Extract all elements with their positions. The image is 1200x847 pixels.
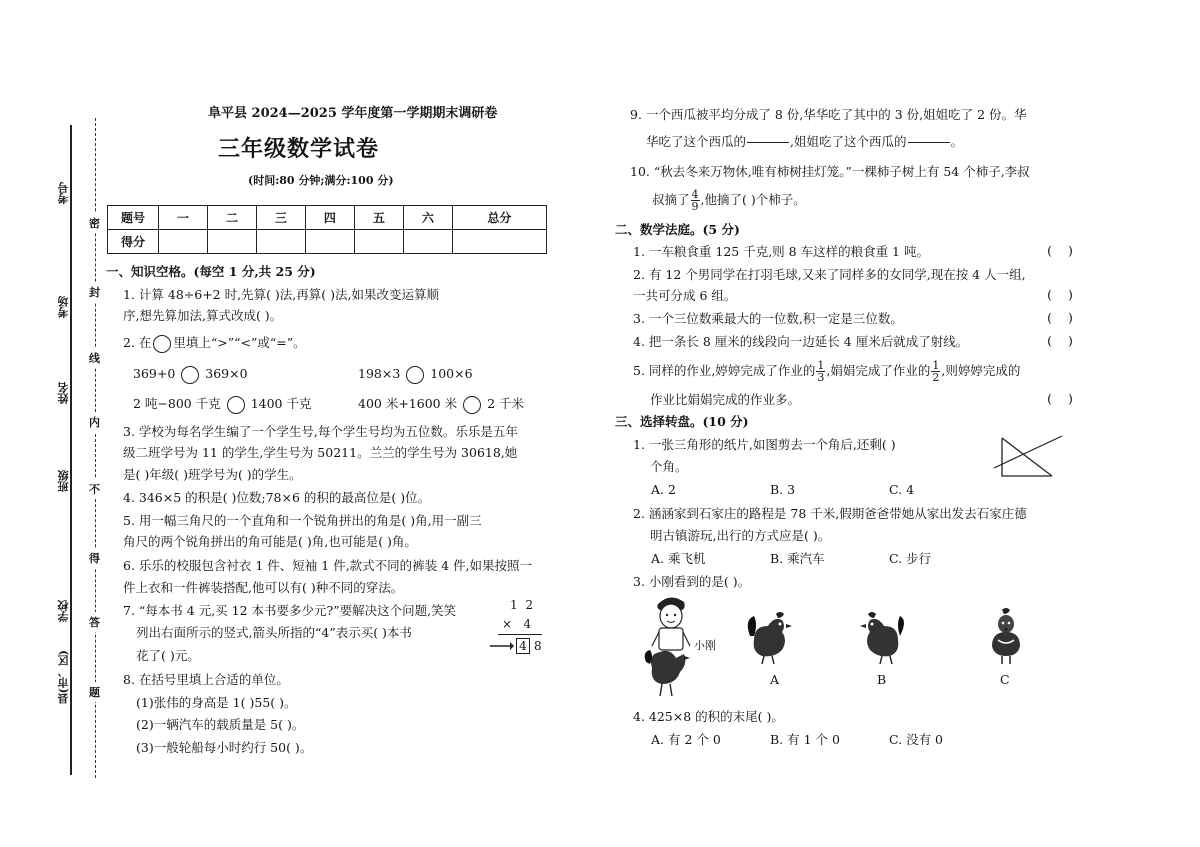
choice-q3: 3. 小刚看到的是( )。 (633, 574, 751, 589)
fraction (691, 189, 700, 212)
compare-left: 2 吨−800 千克 (133, 396, 221, 411)
seal-char: 内 (89, 412, 100, 432)
choice-q4-option-c[interactable]: C. 没有 0 (889, 732, 943, 747)
q2-compare-1 (133, 365, 248, 384)
choice-q1-cont: 个角。 (650, 459, 688, 474)
q7-line3: 花了( )元。 (136, 648, 200, 663)
boy-label: 小刚 (694, 639, 716, 652)
choice-q3-option-c[interactable]: C (1000, 672, 1010, 687)
exam-info: (时间:80 分钟;满分:100 分) (248, 174, 394, 187)
rooster-a-icon[interactable] (740, 606, 796, 666)
score-table-cell: 二 (207, 206, 256, 230)
q2-text-b: 里填上“>”“<”或“=”。 (173, 335, 306, 350)
judge-mark[interactable]: ( ) (1047, 391, 1073, 406)
calc-rule (498, 634, 542, 635)
judge-item: 一共可分成 6 组。 (633, 288, 737, 303)
rooster-b-icon[interactable] (858, 606, 914, 666)
q6-line1: 6. 乐乐的校服包含衬衣 1 件、短袖 1 件,款式不同的裤装 4 件,如果按照一 (123, 558, 533, 573)
binding-label-exam-no: 考号 (57, 182, 70, 204)
q1-line1: 1. 计算 48÷6+2 时,先算( )法,再算( )法,如果改变运算顺 (123, 287, 439, 302)
score-table-cell: 五 (354, 206, 403, 230)
judge-text: ,娟娟完成了作业的 (826, 363, 931, 378)
q3-line2: 级二班学号为 11 的学生,学生号为 50211。兰兰的学生号为 30618,她 (123, 445, 518, 460)
judge-item: 2. 有 12 个男同学在打羽毛球,又来了同样多的女同学,现在按 4 人一组, (633, 267, 1026, 282)
judge-mark[interactable]: ( ) (1047, 287, 1073, 302)
section2-heading: 二、数学法庭。(5 分) (615, 222, 740, 237)
judge-text: 5. 同样的作业,婷婷完成了作业的 (633, 363, 816, 378)
score-table-cell: 一 (159, 206, 208, 230)
section3-heading: 三、选择转盘。(10 分) (615, 414, 749, 429)
compare-right: 100×6 (430, 366, 473, 381)
fraction (931, 360, 940, 383)
binding-label-class: 班级 (57, 470, 70, 492)
q3-line3: 是( )年级( )班学号为( )的学生。 (123, 467, 302, 482)
q2-compare-2 (358, 365, 473, 384)
compare-right: 369×0 (205, 366, 248, 381)
compare-left: 198×3 (358, 366, 401, 381)
binding-label-exam-room: 考场 (57, 296, 70, 318)
score-table-cell: 四 (305, 206, 354, 230)
judge-item-5 (633, 359, 1020, 383)
score-input-cell[interactable] (452, 230, 546, 254)
q5-line2: 角尺的两个锐角拼出的角可能是( )角,也可能是( )角。 (123, 534, 417, 549)
cut-triangle-icon (990, 432, 1070, 482)
judge-item: 作业比娟娟完成的作业多。 (650, 392, 801, 407)
q8-item2: (2)一辆汽车的载质量是 5( )。 (136, 717, 305, 732)
fraction-numerator: 4 (691, 188, 699, 201)
seal-char: 得 (89, 548, 100, 568)
binding-label-school: 学校 (57, 600, 70, 622)
score-input-cell[interactable] (305, 230, 354, 254)
calc-top: 1 2 (510, 598, 536, 612)
q2-text-a: 2. 在 (123, 335, 152, 350)
judge-item: 1. 一车粮食重 125 千克,则 8 车这样的粮食重 1 吨。 (633, 244, 929, 259)
choice-q3-option-b[interactable]: B (877, 672, 887, 687)
circle-blank-icon[interactable] (227, 396, 245, 414)
q10-text: 叔摘了 (652, 192, 690, 207)
fraction-blank[interactable] (747, 133, 789, 152)
q2-line (123, 334, 306, 353)
score-input-cell[interactable] (403, 230, 452, 254)
choice-q2-option-b[interactable]: B. 乘汽车 (770, 551, 825, 566)
q8-item1: (1)张伟的身高是 1( )55( )。 (136, 695, 297, 710)
fraction-blank[interactable] (908, 133, 950, 152)
choice-q1: 1. 一张三角形的纸片,如图剪去一个角后,还剩( ) (633, 437, 896, 452)
q9-line1: 9. 一个西瓜被平均分成了 8 份,华华吃了其中的 3 份,姐姐吃了 2 份。华 (630, 107, 1027, 122)
q8-item3: (3)一般轮船每小时约行 50( )。 (136, 740, 313, 755)
seal-char: 不 (89, 479, 100, 499)
fraction-denominator: 9 (691, 200, 699, 213)
score-input-cell[interactable] (256, 230, 305, 254)
q10-line2 (652, 188, 806, 212)
q5-line1: 5. 用一幅三角尺的一个直角和一个锐角拼出的角是( )角,用一副三 (123, 513, 482, 528)
binding-label-county: 县(市、区) (57, 650, 70, 705)
calc-multiplier: × 4 (502, 617, 532, 631)
seal-char: 题 (89, 682, 100, 702)
boy-and-rooster-illustration (640, 592, 700, 702)
q9-line2 (646, 130, 963, 154)
binding-label-name: 姓名 (57, 382, 70, 404)
calc-last-digit: 8 (534, 639, 542, 653)
q9-text: ,姐姐吃了这个西瓜的 (790, 134, 907, 149)
seal-char: 密 (89, 213, 100, 233)
rooster-c-icon[interactable] (978, 606, 1034, 666)
choice-q1-option-b[interactable]: B. 3 (770, 482, 796, 497)
judge-item: 3. 一个三位数乘最大的一位数,积一定是三位数。 (633, 311, 903, 326)
choice-q2: 2. 涵涵家到石家庄的路程是 78 千米,假期爸爸带她从家出发去石家庄德 (633, 506, 1027, 521)
score-table-cell: 六 (403, 206, 452, 230)
q2-compare-3 (133, 395, 312, 414)
fraction-denominator: 2 (932, 371, 940, 384)
score-table-header-row (108, 206, 547, 230)
compare-left: 400 米+1600 米 (358, 396, 458, 411)
score-input-cell[interactable] (207, 230, 256, 254)
choice-q2-option-a[interactable]: A. 乘飞机 (651, 551, 706, 566)
q4-line: 4. 346×5 的积是( )位数;78×6 的积的最高位是( )位。 (123, 490, 431, 505)
section1-heading: 一、知识空格。(每空 1 分,共 25 分) (106, 264, 316, 279)
score-table-score-row (108, 230, 547, 254)
score-input-cell[interactable] (159, 230, 208, 254)
q6-line2: 件上衣和一件裤装搭配,他可以有( )种不同的穿法。 (123, 580, 404, 595)
choice-q1-option-c[interactable]: C. 4 (889, 482, 915, 497)
page-title: 三年级数学试卷 (218, 136, 380, 162)
score-table (107, 205, 547, 254)
seal-char: 答 (89, 612, 100, 632)
q3-line1: 3. 学校为每名学生编了一个学生号,每个学生号均为五位数。乐乐是五年 (123, 424, 518, 439)
compare-left: 369+0 (133, 366, 176, 381)
choice-q2-cont: 明古镇游玩,出行的方式应是( )。 (650, 528, 831, 543)
judge-mark[interactable]: ( ) (1047, 310, 1073, 325)
score-table-cell: 总分 (452, 206, 546, 230)
calc-boxed-digit: 4 (516, 638, 530, 654)
q1-line2: 序,想先算加法,算式改成( )。 (123, 308, 283, 323)
judge-text: ,则婷婷完成的 (941, 363, 1021, 378)
q7-line1: 7. “每本书 4 元,买 12 本书要多少元?”要解决这个问题,笑笑 (123, 603, 457, 618)
circle-blank-icon[interactable] (181, 366, 199, 384)
q2-compare-4 (358, 395, 524, 414)
compare-right: 1400 千克 (250, 396, 312, 411)
choice-q4-option-a[interactable]: A. 有 2 个 0 (651, 732, 721, 747)
q7-line2: 列出右面所示的竖式,箭头所指的“4”表示买( )本书 (136, 625, 412, 640)
circle-blank-icon[interactable] (406, 366, 424, 384)
seal-char: 线 (89, 348, 100, 368)
score-table-cell: 题号 (108, 206, 159, 230)
fraction-numerator: 1 (817, 359, 825, 372)
fraction-denominator: 3 (817, 371, 825, 384)
q9-text: 。 (950, 134, 964, 149)
choice-q4: 4. 425×8 的积的末尾( )。 (633, 709, 784, 724)
judge-mark[interactable]: ( ) (1047, 333, 1073, 348)
exam-subtitle: 阜平县 2024—2025 学年度第一学期期末调研卷 (208, 106, 498, 121)
judge-item: 4. 把一条长 8 厘米的线段向一边延长 4 厘米后就成了射线。 (633, 334, 969, 349)
score-table-cell: 得分 (108, 230, 159, 254)
seal-char: 封 (89, 282, 100, 302)
q9-text: 华吃了这个西瓜的 (646, 134, 747, 149)
score-input-cell[interactable] (354, 230, 403, 254)
circle-blank-icon[interactable] (463, 396, 481, 414)
circle-blank-icon[interactable] (153, 335, 171, 353)
compare-right: 2 千米 (487, 396, 524, 411)
choice-q1-option-a[interactable]: A. 2 (651, 482, 676, 497)
score-table-cell: 三 (256, 206, 305, 230)
choice-q2-option-c[interactable]: C. 步行 (889, 551, 932, 566)
fraction (816, 360, 825, 383)
judge-mark[interactable]: ( ) (1047, 243, 1073, 258)
vertical-calculation (488, 598, 558, 660)
choice-q4-option-b[interactable]: B. 有 1 个 0 (770, 732, 840, 747)
arrow-icon (488, 638, 514, 654)
choice-q3-option-a[interactable]: A (770, 672, 780, 687)
q8-line: 8. 在括号里填上合适的单位。 (123, 672, 289, 687)
q10-line1: 10. “秋去冬来万物休,唯有柿树挂灯笼。”一棵柿子树上有 54 个柿子,李叔 (630, 164, 1030, 179)
fraction-numerator: 1 (932, 359, 940, 372)
q10-text: ,他摘了( )个柿子。 (700, 192, 806, 207)
